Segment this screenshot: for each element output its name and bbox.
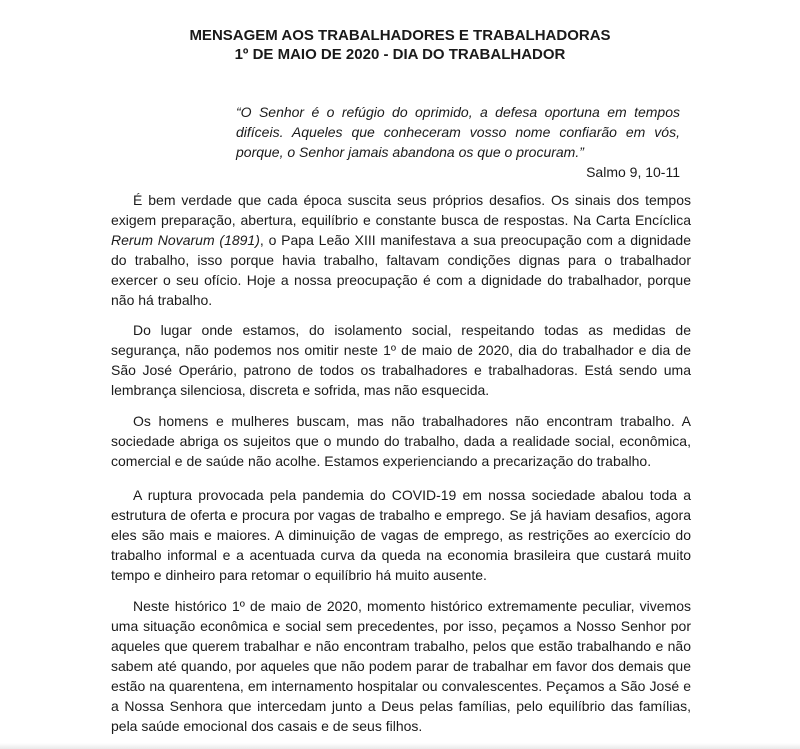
title-line-2: 1º DE MAIO DE 2020 - DIA DO TRABALHADOR: [234, 46, 566, 63]
page-bottom-edge: [0, 743, 800, 749]
title-line-1: MENSAGEM AOS TRABALHADORES E TRABALHADORAS: [189, 27, 611, 44]
document-title: [0, 26, 800, 64]
epigraph-reference: Salmo 9, 10-11: [586, 164, 680, 180]
paragraph-5: Neste histórico 1º de maio de 2020, momento histórico extremamente peculiar, vivemos uma situação econômica e social sem precedentes, por isso, peçamos a Nosso Senhor por aqueles que querem trabalhar e não encontram trabalho, pelos que estão trabalhando e não sabem até quando, por aqueles que não podem parar de trabalhar em favor dos demais que estão na quarentena, em internamento hospitalar ou convalescentes. Peçamos a São José e a Nossa Senhora que intercedam junto a Deus pelas famílias, pelo equilíbrio das famílias, pela saúde emocional dos casais e de seus filhos.: [111, 598, 691, 734]
paragraph-1: [111, 190, 691, 310]
paragraph-4: A ruptura provocada pela pandemia do COVID-19 em nossa sociedade abalou toda a estrutura de oferta e procura por vagas de trabalho e emprego. Se já haviam desafios, agora eles são mais e maiores. A diminuição de vagas de emprego, as restrições ao exercício do trabalho informal e a acentuada curva da queda na economia brasileira que custará muito tempo e dinheiro para retomar o equilíbrio há muito ausente.: [111, 487, 691, 583]
paragraph-1-text-a: É bem verdade que cada época suscita seus próprios desafios. Os sinais dos tempos exigem preparação, abertura, equilíbrio e constante busca de respostas. Na Carta Encíclica: [111, 192, 691, 228]
epigraph: [236, 102, 680, 182]
paragraph-2: Do lugar onde estamos, do isolamento social, respeitando todas as medidas de segurança, não podemos nos omitir neste 1º de maio de 2020, dia do trabalhador e dia de São José Operário, patrono de todos os trabalhadores e trabalhadoras. Está sendo uma lembrança silenciosa, discreta e sofrida, mas não esquecida.: [111, 322, 691, 398]
encyclical-title: Rerum Novarum (1891): [111, 232, 260, 248]
epigraph-quote: “O Senhor é o refúgio do oprimido, a defesa oportuna em tempos difíceis. Aqueles que conheceram vosso nome confiarão em vós, porque, o Senhor jamais abandona os que o procuram.”: [236, 104, 680, 160]
paragraph-1-text-b: , o Papa Leão XIII manifestava a sua preocupação com a dignidade do trabalho, isso porque havia trabalho, faltavam condições dignas para o trabalhador exercer o seu ofício. Hoje a nossa preocupação é com a dignidade do trabalhador, porque não há trabalho.: [111, 232, 691, 308]
paragraph-3: Os homens e mulheres buscam, mas não trabalhadores não encontram trabalho. A sociedade abriga os sujeitos que o mundo do trabalho, dada a realidade social, econômica, comercial e de saúde não acolhe. Estamos experienciando a precarização do trabalho.: [111, 413, 691, 469]
